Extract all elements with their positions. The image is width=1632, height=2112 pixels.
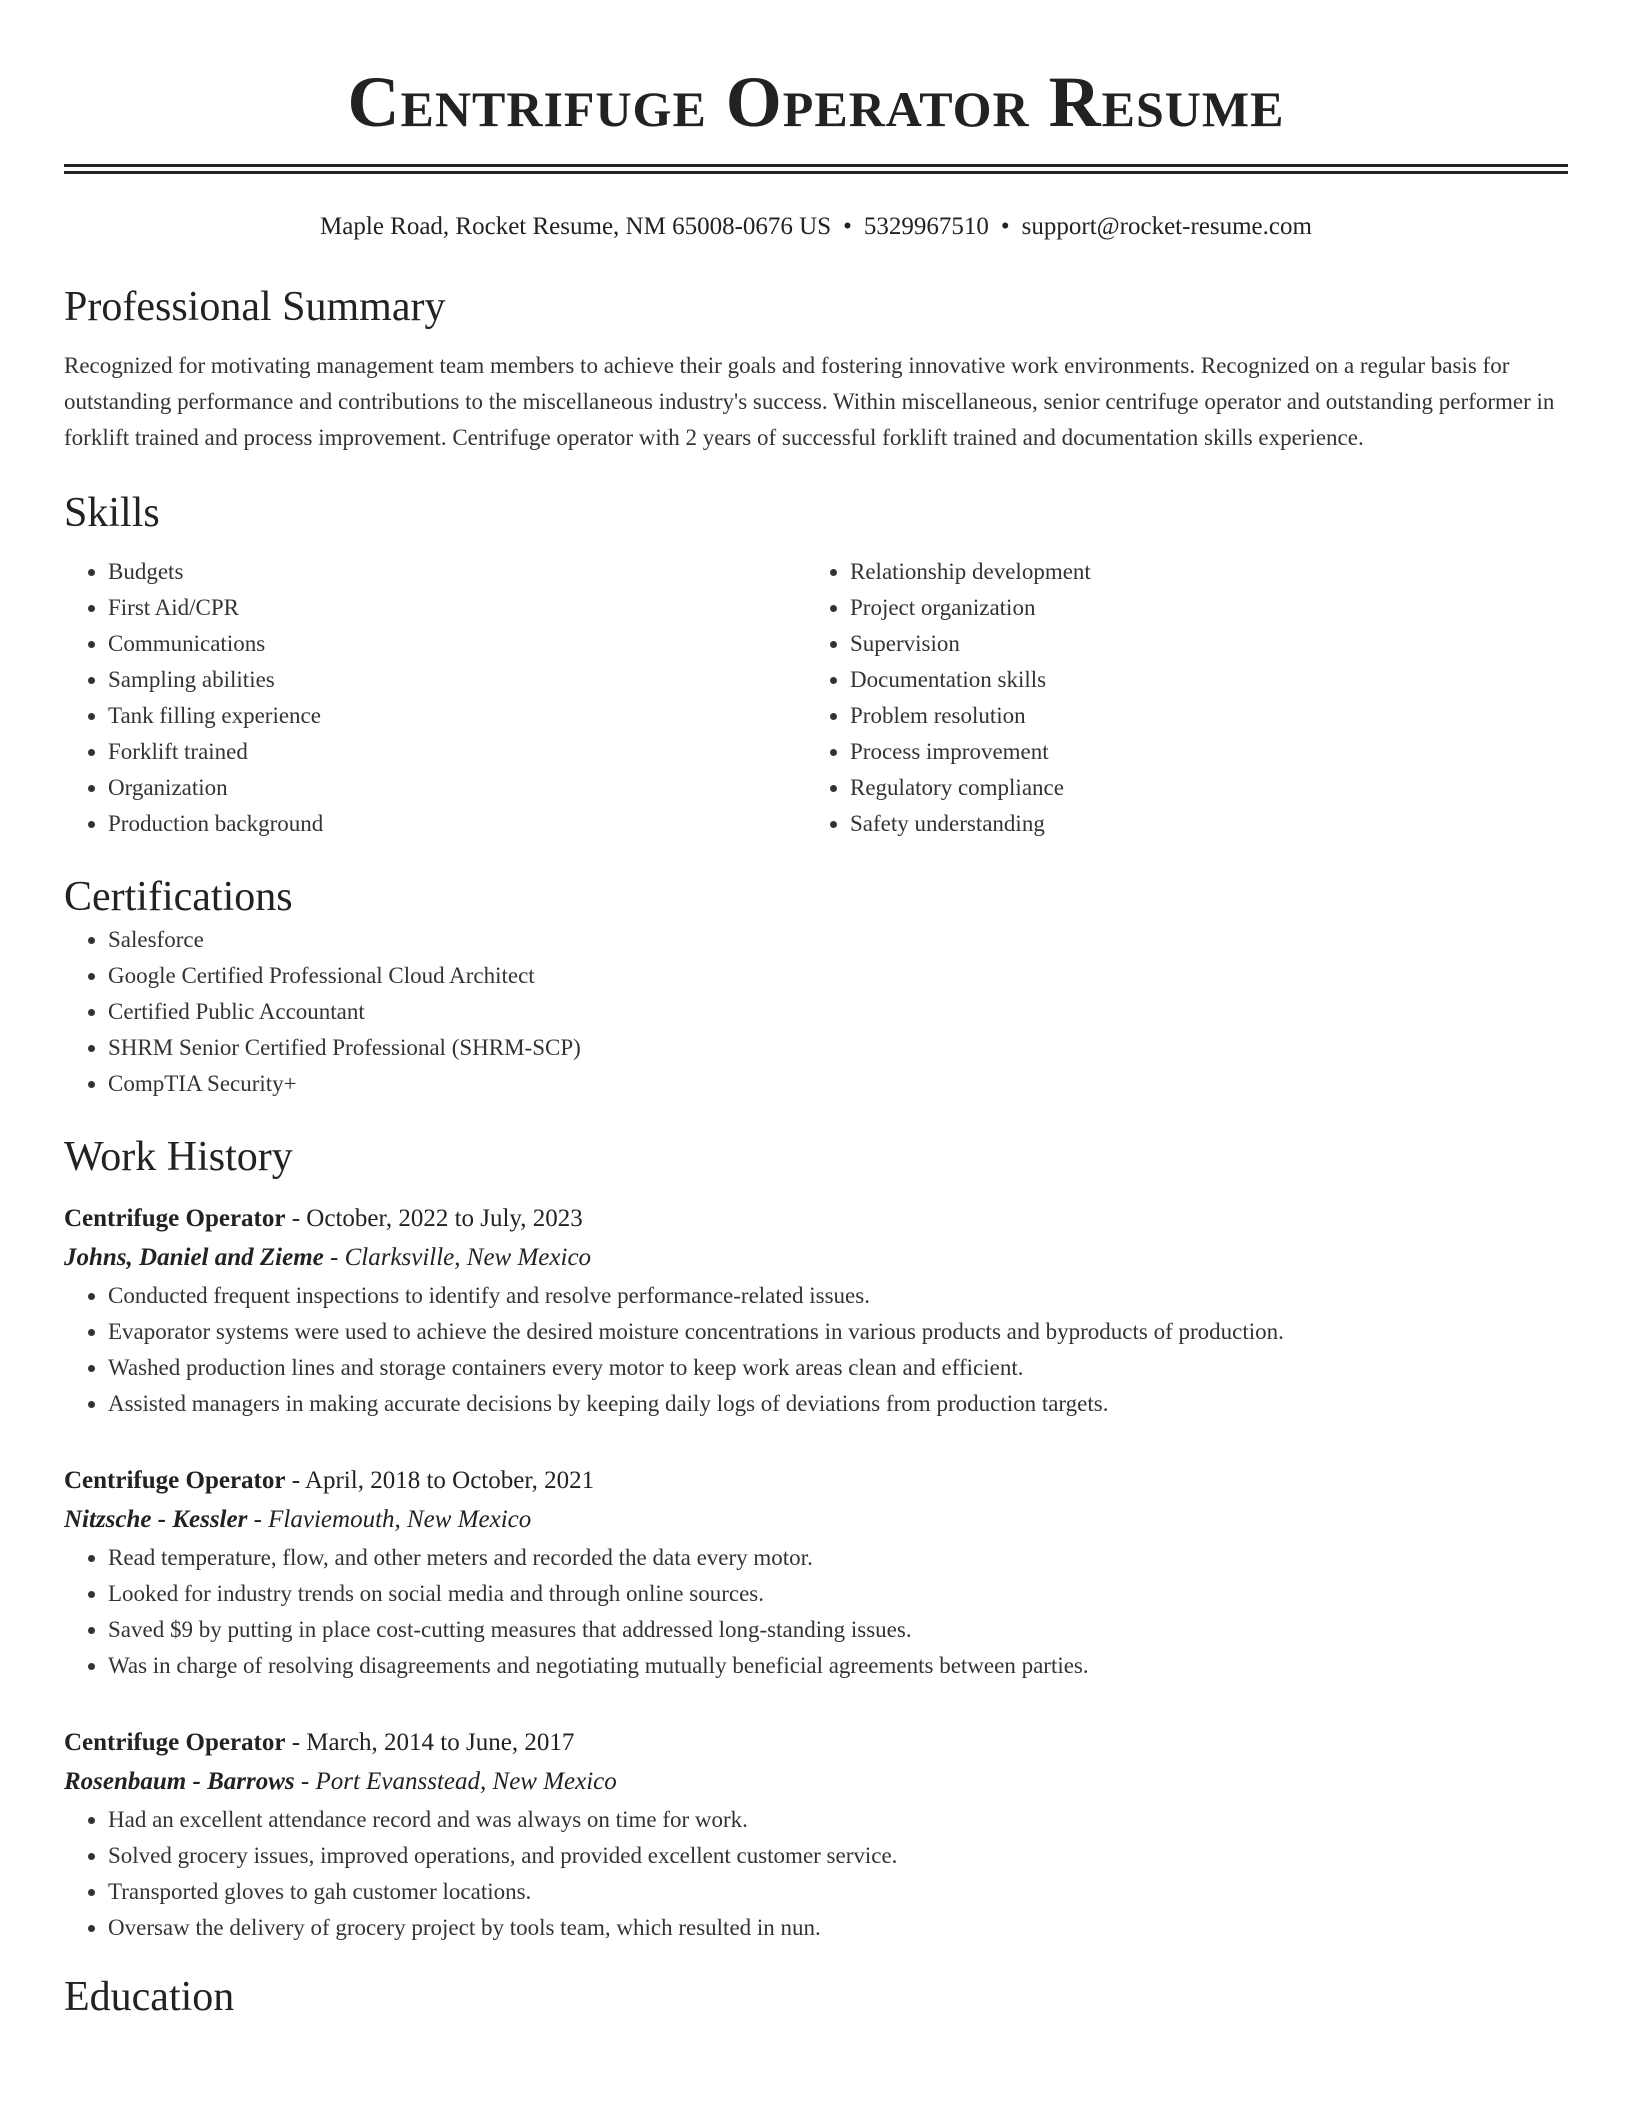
job-header	[64, 1200, 1568, 1238]
job-duty: • Conducted frequent inspections to identify and resolve performance-related issues.	[108, 1278, 1568, 1314]
job-role: Centrifuge Operator	[64, 1729, 286, 1756]
job-company: Rosenbaum - Barrows	[64, 1768, 295, 1795]
job-duty: • Looked for industry trends on social media and through online sources.	[108, 1576, 1568, 1612]
summary-text: Recognized for motivating management team members to achieve their goals and fostering innovative work environments. Recognized on a regular basis for outstanding performance and contributions to the miscellaneous industry's success. Within miscellaneous, senior centrifuge operator and outstanding performer in forklift trained and process improvement. Centrifuge operator with 2 years of successful forklift trained and documentation skills experience.	[64, 353, 1555, 450]
skill-item: • Supervision	[850, 626, 1548, 662]
contact-phone: 5329967510	[863, 213, 989, 240]
work-history-heading: Work History	[64, 1134, 293, 1180]
job-role: Centrifuge Operator	[64, 1467, 286, 1494]
resume-title: Centrifuge Operator Resume	[347, 62, 1285, 142]
job-duty: • Saved $9 by putting in place cost-cutting measures that addressed long-standing issues.	[108, 1612, 1568, 1648]
job-duty: • Oversaw the delivery of grocery project by tools team, which resulted in nun.	[108, 1910, 1568, 1946]
job-entry	[64, 1724, 1568, 1946]
job-location: Flaviemouth, New Mexico	[268, 1506, 532, 1533]
job-dash: -	[285, 1729, 307, 1756]
skills-list-right	[806, 554, 1548, 842]
certification-item: • Certified Public Accountant	[108, 994, 1568, 1030]
skill-item: • Project organization	[850, 590, 1548, 626]
job-duty: • Solved grocery issues, improved operations, and provided excellent customer service.	[108, 1838, 1568, 1874]
job-duties-list	[64, 1802, 1568, 1946]
skill-item: • Process improvement	[850, 734, 1548, 770]
job-duty: • Assisted managers in making accurate decisions by keeping daily logs of deviations from production targets.	[108, 1386, 1568, 1422]
skill-item: • Safety understanding	[850, 806, 1548, 842]
job-header	[64, 1724, 1568, 1762]
skills-list-left	[64, 554, 806, 842]
skill-item: • First Aid/CPR	[108, 590, 806, 626]
job-dash: -	[323, 1244, 345, 1271]
certification-item: • SHRM Senior Certified Professional (SHRM-SCP)	[108, 1030, 1568, 1066]
job-dates: March, 2014 to June, 2017	[306, 1729, 575, 1756]
job-dates: April, 2018 to October, 2021	[304, 1467, 595, 1494]
job-dash: -	[285, 1205, 307, 1232]
contact-email: support@rocket-resume.com	[1021, 213, 1312, 240]
title-double-rule	[64, 164, 1568, 174]
job-company: Nitzsche - Kessler	[64, 1506, 248, 1533]
resume-page	[64, 0, 1568, 2022]
summary-heading: Professional Summary	[64, 284, 446, 330]
certifications-list	[64, 922, 1568, 1102]
job-company-line	[64, 1500, 1568, 1540]
certifications-heading: Certifications	[64, 874, 293, 920]
job-role: Centrifuge Operator	[64, 1205, 286, 1232]
skill-item: • Relationship development	[850, 554, 1548, 590]
skill-item: • Regulatory compliance	[850, 770, 1548, 806]
job-company-line	[64, 1238, 1568, 1278]
education-heading: Education	[64, 1974, 235, 2020]
contact-separator: •	[1000, 213, 1010, 240]
job-duty: • Read temperature, flow, and other meters and recorded the data every motor.	[108, 1540, 1568, 1576]
contact-line	[64, 210, 1568, 244]
skill-item: • Documentation skills	[850, 662, 1548, 698]
job-location: Clarksville, New Mexico	[344, 1244, 592, 1271]
job-duties-list	[64, 1540, 1568, 1684]
contact-separator: •	[843, 213, 852, 240]
job-dash: -	[247, 1506, 269, 1533]
job-dash: -	[285, 1467, 305, 1494]
skill-item: • Tank filling experience	[108, 698, 806, 734]
job-duty: • Washed production lines and storage containers every motor to keep work areas clean and efficient.	[108, 1350, 1568, 1386]
job-duty: • Evaporator systems were used to achieve the desired moisture concentrations in various products and byproducts of production.	[108, 1314, 1568, 1350]
skill-item: • Production background	[108, 806, 806, 842]
skill-item: • Communications	[108, 626, 806, 662]
job-header	[64, 1462, 1568, 1500]
job-duties-list	[64, 1278, 1568, 1422]
skill-item: • Budgets	[108, 554, 806, 590]
certification-item: • Salesforce	[108, 922, 1568, 958]
job-duty: • Had an excellent attendance record and was always on time for work.	[108, 1802, 1568, 1838]
job-entry	[64, 1462, 1568, 1684]
job-dash: -	[294, 1768, 316, 1795]
job-location: Port Evansstead, New Mexico	[315, 1768, 617, 1795]
skill-item: • Organization	[108, 770, 806, 806]
job-dates: October, 2022 to July, 2023	[306, 1205, 583, 1232]
skill-item: • Forklift trained	[108, 734, 806, 770]
job-company-line	[64, 1762, 1568, 1802]
skill-item: • Problem resolution	[850, 698, 1548, 734]
job-entry	[64, 1200, 1568, 1422]
certification-item: • CompTIA Security+	[108, 1066, 1568, 1102]
skills-heading: Skills	[64, 490, 160, 536]
job-duty: • Transported gloves to gah customer locations.	[108, 1874, 1568, 1910]
job-company: Johns, Daniel and Zieme	[64, 1244, 324, 1271]
job-duty: • Was in charge of resolving disagreements and negotiating mutually beneficial agreements between parties.	[108, 1648, 1568, 1684]
contact-address: Maple Road, Rocket Resume, NM 65008-0676 US	[320, 213, 832, 240]
skill-item: • Sampling abilities	[108, 662, 806, 698]
skills-grid	[64, 554, 1568, 842]
certification-item: • Google Certified Professional Cloud Architect	[108, 958, 1568, 994]
